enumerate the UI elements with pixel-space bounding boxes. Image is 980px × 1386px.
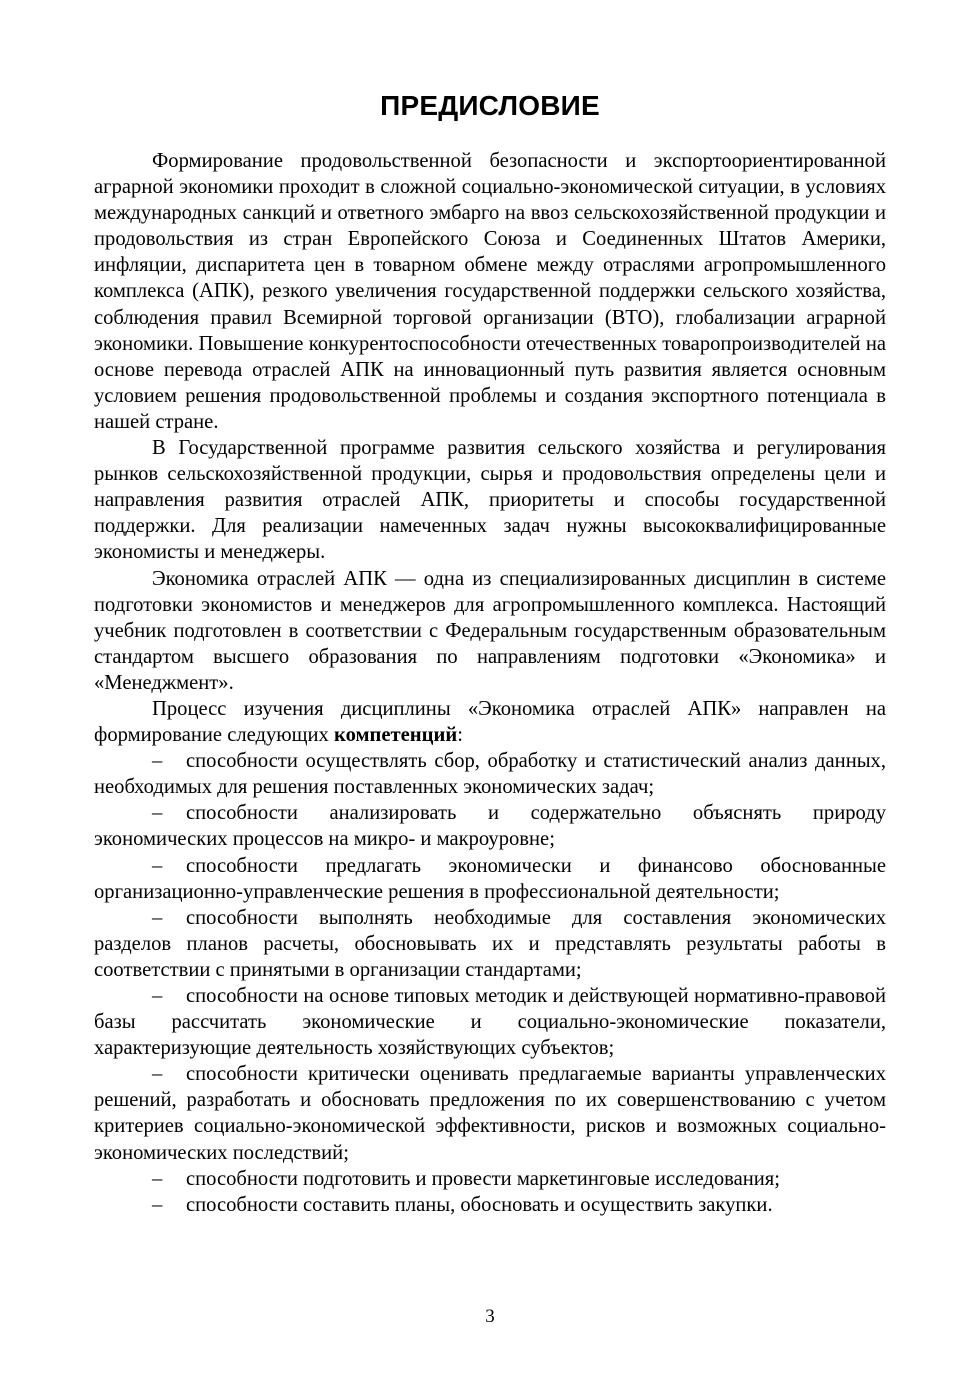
list-dash: –	[152, 1063, 163, 1086]
paragraph: В Государственной программе развития сельского хозяйства и регулирования рынков сельскохозяйственной продукции, сырья и продовольствия определены цели и направления развития отраслей АПК, приоритеты и способы государственной поддержки. Для реализации намеченных задач нужны высококвалифицированные экономисты и менеджеры.	[94, 437, 886, 564]
list-item	[94, 1061, 886, 1165]
list-item-text: способности составить планы, обосновать и осуществить закупки.	[186, 1193, 773, 1216]
list-item	[94, 1166, 886, 1192]
list-item-text: способности на основе типовых методик и действующей нормативно-правовой базы рассчитать экономические и социально-экономические показатели, характеризующие деятельность хозяйствующих субъектов;	[94, 985, 886, 1060]
list-item-text: способности предлагать экономически и финансово обоснованные организационно-управленческие решения в профессиональной деятельности;	[94, 854, 886, 903]
page-title: ПРЕДИСЛОВИЕ	[380, 90, 600, 121]
list-item	[94, 1192, 886, 1218]
list-item-text: способности подготовить и провести маркетинговые исследования;	[186, 1167, 780, 1190]
list-item-text: способности анализировать и содержательно объяснять природу экономических процессов на микро- и макроуровне;	[94, 802, 886, 851]
list-dash: –	[152, 802, 163, 825]
competencies-intro	[94, 696, 886, 748]
list-item	[94, 800, 886, 852]
list-item	[94, 748, 886, 800]
list-item-text: способности выполнять необходимые для составления экономических разделов планов расчеты, обосновывать их и представлять результаты работы в соответствии с принятыми в организации стандартами;	[94, 906, 886, 981]
competencies-bold-term: компетенций	[333, 724, 458, 747]
list-item	[94, 905, 886, 983]
page-number: 3	[485, 1306, 495, 1327]
list-dash: –	[152, 1167, 163, 1190]
list-dash: –	[152, 985, 163, 1007]
list-dash: –	[152, 854, 163, 877]
preface-body	[94, 148, 886, 1218]
paragraph: Формирование продовольственной безопасности и экспортоориентированной аграрной экономики проходит в сложной социально-экономической ситуации, в условиях международных санкций и ответного эмбарго на ввоз сельскохозяйственной продукции и продовольствия из стран Европейского Союза и Соединенных Штатов Америки, инфляции, диспаритета цен в товарном обмене между отраслями агропромышленного комплекса (АПК), резкого увеличения государственной поддержки сельского хозяйства, соблюдения правил Всемирной торговой организации (ВТО), глобализации аграрной экономики. Повышение конкурентоспособности отечественных товаропроизводителей на основе перевода отраслей АПК на инновационный путь развития является основным условием решения продовольственной проблемы и создания экспортного потенциала в нашей стране.	[94, 150, 886, 433]
competencies-intro-text: Процесс изучения дисциплины «Экономика отраслей АПК» направлен на формирование следующих	[94, 697, 886, 747]
paragraph: Экономика отраслей АПК — одна из специализированных дисциплин в системе подготовки экономистов и менеджеров для агропромышленного комплекса. Настоящий учебник подготовлен в соответствии с Федеральным государственным образовательным стандартом высшего образования по направлениям подготовки «Экономика» и «Менеджмент».	[94, 567, 886, 694]
list-dash: –	[152, 750, 163, 773]
competencies-intro-colon: :	[457, 724, 463, 747]
list-dash: –	[152, 1193, 163, 1216]
list-item	[94, 983, 886, 1061]
list-dash: –	[152, 906, 163, 929]
list-item-text: способности критически оценивать предлагаемые варианты управленческих решений, разработать и обосновать предложения по их совершенствованию с учетом критериев социально-экономической эффективности, рисков и возможных социально-экономических последствий;	[94, 1063, 886, 1164]
list-item	[94, 853, 886, 905]
list-item-text: способности осуществлять сбор, обработку и статистический анализ данных, необходимых для решения поставленных экономических задач;	[94, 750, 886, 799]
